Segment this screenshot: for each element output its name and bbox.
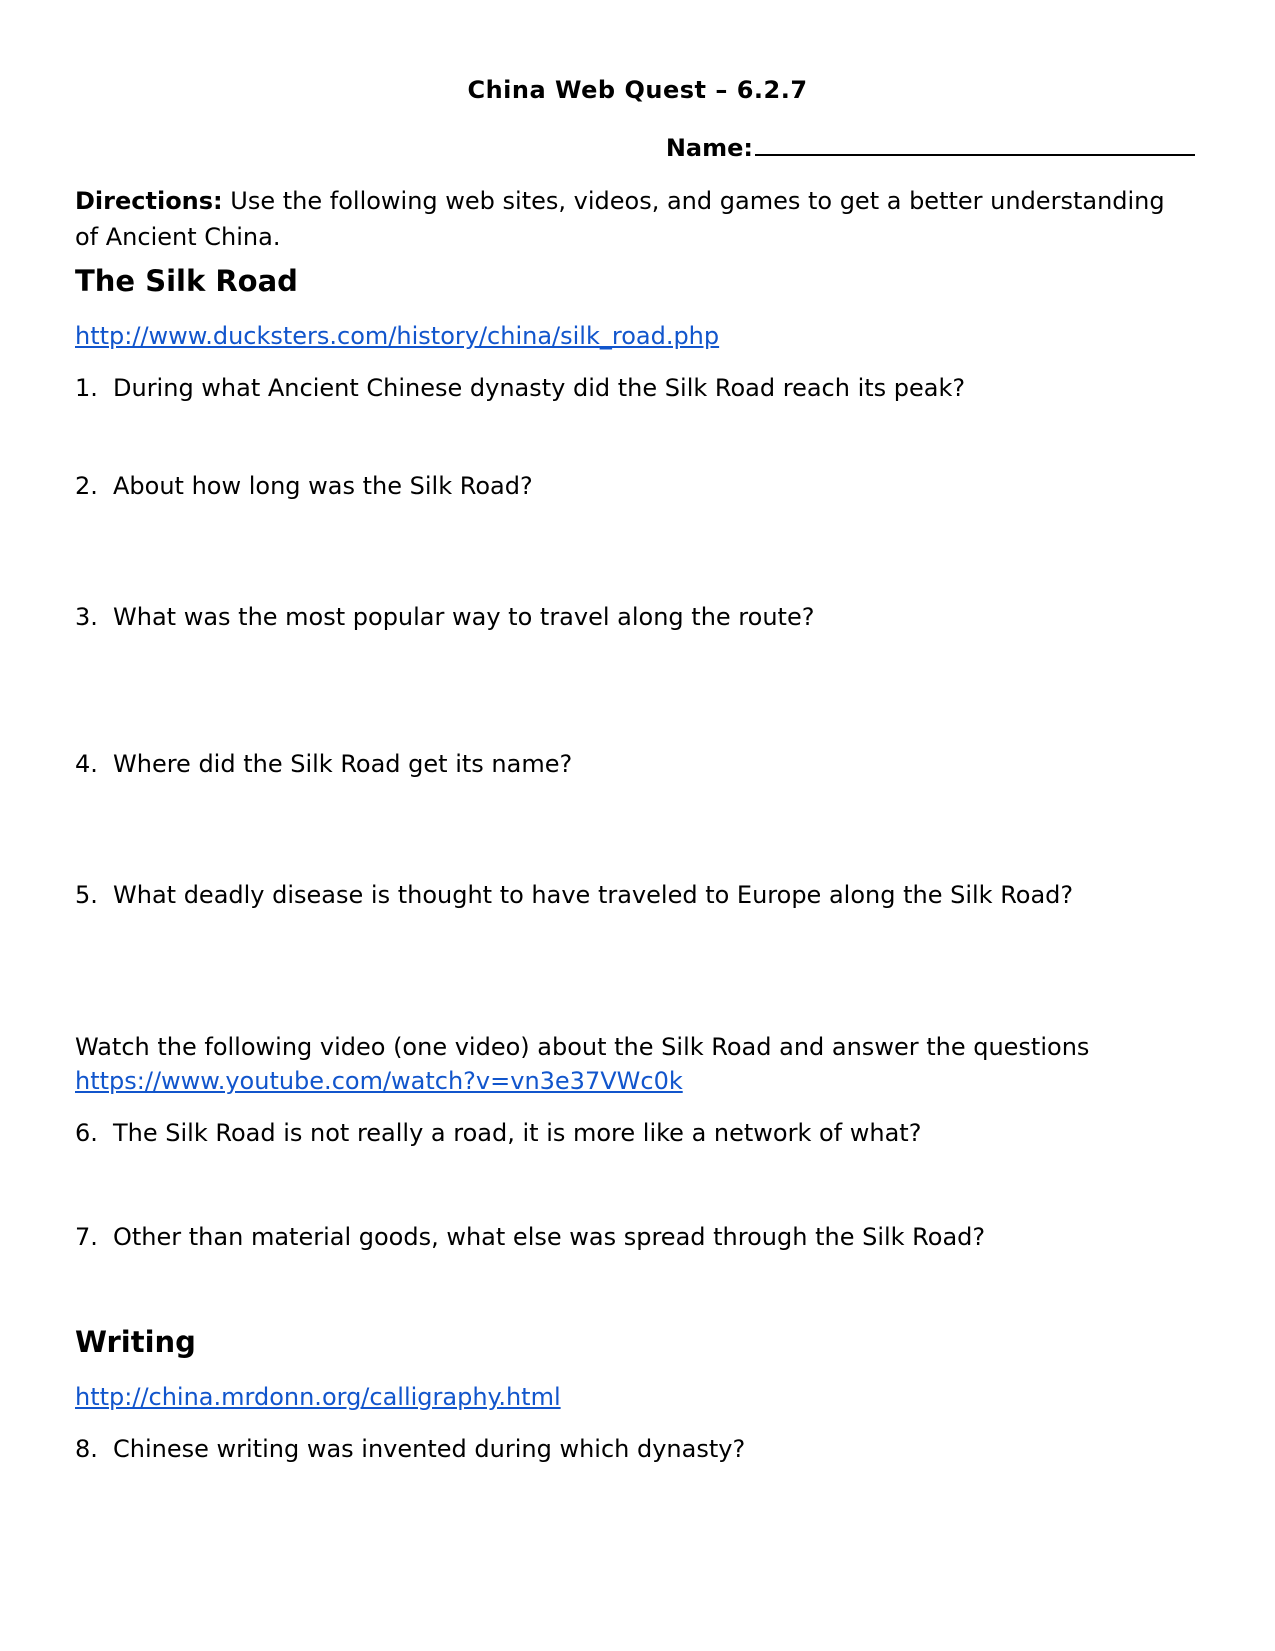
question-number: 4. [75, 750, 98, 778]
directions-text: Use the following web sites, videos, and games to get a better understanding of Ancient China. [75, 187, 1165, 251]
question-text: Other than material goods, what else was spread through the Silk Road? [113, 1223, 986, 1251]
question-2 [75, 472, 533, 500]
question-4 [75, 750, 572, 778]
question-text: During what Ancient Chinese dynasty did the Silk Road reach its peak? [113, 374, 966, 402]
question-3 [75, 603, 814, 631]
question-text: About how long was the Silk Road? [113, 472, 533, 500]
question-text: What was the most popular way to travel along the route? [113, 603, 815, 631]
question-number: 3. [75, 603, 98, 631]
section-heading-writing: Writing [75, 1325, 196, 1359]
question-7 [75, 1223, 985, 1251]
page-title: China Web Quest – 6.2.7 [467, 76, 808, 104]
question-text: What deadly disease is thought to have traveled to Europe along the Silk Road? [113, 881, 1074, 909]
question-8 [75, 1435, 745, 1463]
directions [75, 183, 1195, 255]
name-label: Name: [665, 134, 753, 162]
silk-road-link[interactable]: http://www.ducksters.com/history/china/silk_road.php [75, 322, 720, 350]
question-number: 7. [75, 1223, 98, 1251]
directions-label: Directions: [75, 187, 223, 215]
question-text: The Silk Road is not really a road, it is more like a network of what? [113, 1119, 922, 1147]
question-6 [75, 1119, 921, 1147]
question-number: 5. [75, 881, 98, 909]
question-1 [75, 374, 965, 402]
section-heading-silk-road: The Silk Road [75, 264, 298, 298]
name-field [666, 128, 1195, 162]
question-text: Chinese writing was invented during which dynasty? [113, 1435, 746, 1463]
calligraphy-link[interactable]: http://china.mrdonn.org/calligraphy.html [75, 1383, 561, 1411]
question-5 [75, 881, 1073, 909]
video-link[interactable]: https://www.youtube.com/watch?v=vn3e37VWc0k [75, 1067, 683, 1095]
question-number: 1. [75, 374, 98, 402]
question-number: 6. [75, 1119, 98, 1147]
question-number: 8. [75, 1435, 98, 1463]
question-number: 2. [75, 472, 98, 500]
name-blank-line [755, 128, 1195, 156]
question-text: Where did the Silk Road get its name? [113, 750, 573, 778]
video-intro: Watch the following video (one video) about the Silk Road and answer the questions [75, 1033, 1090, 1061]
